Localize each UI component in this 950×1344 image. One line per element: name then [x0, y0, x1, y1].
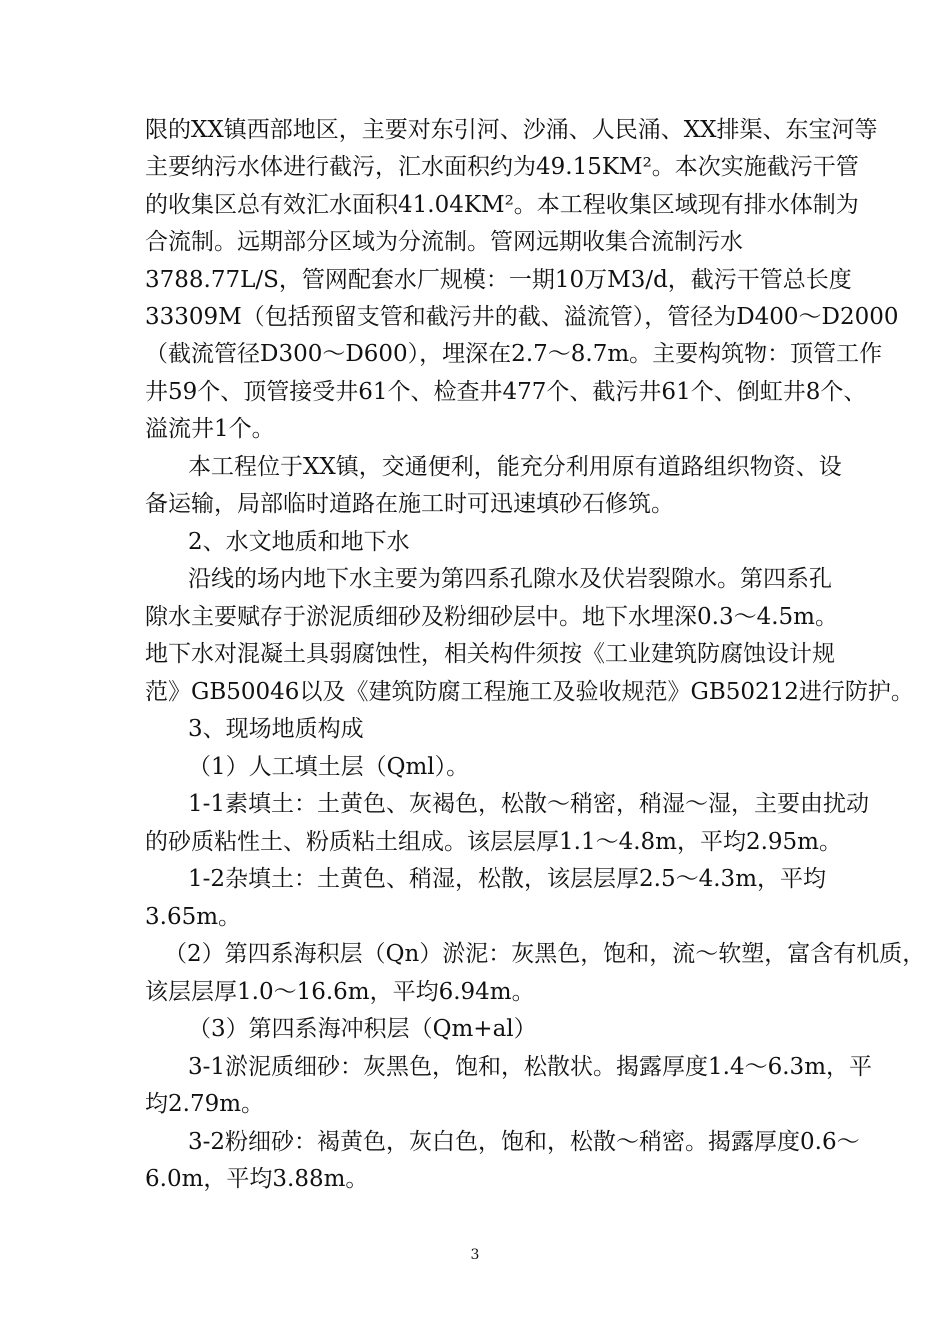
- text-line: 3-2粉细砂：褐黄色，灰白色，饱和，松散～稍密。揭露厚度0.6～: [188, 1129, 860, 1155]
- text-line: 合流制。远期部分区域为分流制。管网远期收集合流制污水: [145, 229, 743, 255]
- text-line: 限的XX镇西部地区，主要对东引河、沙涌、人民涌、XX排渠、东宝河等: [145, 117, 878, 143]
- text-line: 均2.79m。: [145, 1091, 265, 1117]
- text-line: （2）第四系海积层（Qn）淤泥：灰黑色，饱和，流～软塑，富含有机质，: [164, 941, 926, 967]
- text-line: 隙水主要赋存于淤泥质细砂及粉细砂层中。地下水埋深0.3～4.5m。: [145, 604, 838, 630]
- text-line: 1-2杂填土：土黄色、稍湿，松散，该层层厚2.5～4.3m，平均: [188, 866, 827, 892]
- text-line: 该层层厚1.0～16.6m，平均6.94m。: [145, 979, 535, 1005]
- text-line: （截流管径D300～D600），埋深在2.7～8.7m。主要构筑物：顶管工作: [145, 341, 883, 367]
- section-heading: （3）第四系海冲积层（Qm+al）: [188, 1016, 537, 1042]
- text-line: 3-1淤泥质细砂：灰黑色，饱和，松散状。揭露厚度1.4～6.3m，平: [188, 1054, 873, 1080]
- text-line: 33309M（包括预留支管和截污井的截、溢流管），管径为D400～D2000: [145, 304, 899, 330]
- section-heading: 2、水文地质和地下水: [188, 529, 410, 555]
- section-heading: 3、现场地质构成: [188, 716, 364, 742]
- text-line: 主要纳污水体进行截污，汇水面积约为49.15KM²。本次实施截污干管: [145, 154, 859, 180]
- text-line: 3788.77L/S，管网配套水厂规模：一期10万M3/d，截污干管总长度: [145, 267, 852, 293]
- text-line: 的收集区总有效汇水面积41.04KM²。本工程收集区域现有排水体制为: [145, 192, 859, 218]
- text-line: 地下水对混凝土具弱腐蚀性，相关构件须按《工业建筑防腐蚀设计规: [145, 641, 835, 667]
- text-line: 本工程位于XX镇，交通便利，能充分利用原有道路组织物资、设: [188, 454, 842, 480]
- text-line: 3.65m。: [145, 904, 242, 930]
- text-line: 沿线的场内地下水主要为第四系孔隙水及伏岩裂隙水。第四系孔: [188, 566, 832, 592]
- text-line: 6.0m，平均3.88m。: [145, 1166, 369, 1192]
- text-line: （1）人工填土层（Qml）。: [188, 754, 470, 780]
- text-line: 1-1素填土：土黄色、灰褐色，松散～稍密，稍湿～湿，主要由扰动: [188, 791, 870, 817]
- text-line: 井59个、顶管接受井61个、检查井477个、截污井61个、倒虹井8个、: [145, 379, 867, 405]
- text-line: 溢流井1个。: [145, 416, 275, 442]
- text-line: 范》GB50046以及《建筑防腐工程施工及验收规范》GB50212进行防护。: [145, 679, 914, 705]
- text-line: 备运输，局部临时道路在施工时可迅速填砂石修筑。: [145, 491, 674, 517]
- page-number: 3: [470, 1247, 480, 1263]
- text-line: 的砂质粘性土、粉质粘土组成。该层层厚1.1～4.8m，平均2.95m。: [145, 829, 842, 855]
